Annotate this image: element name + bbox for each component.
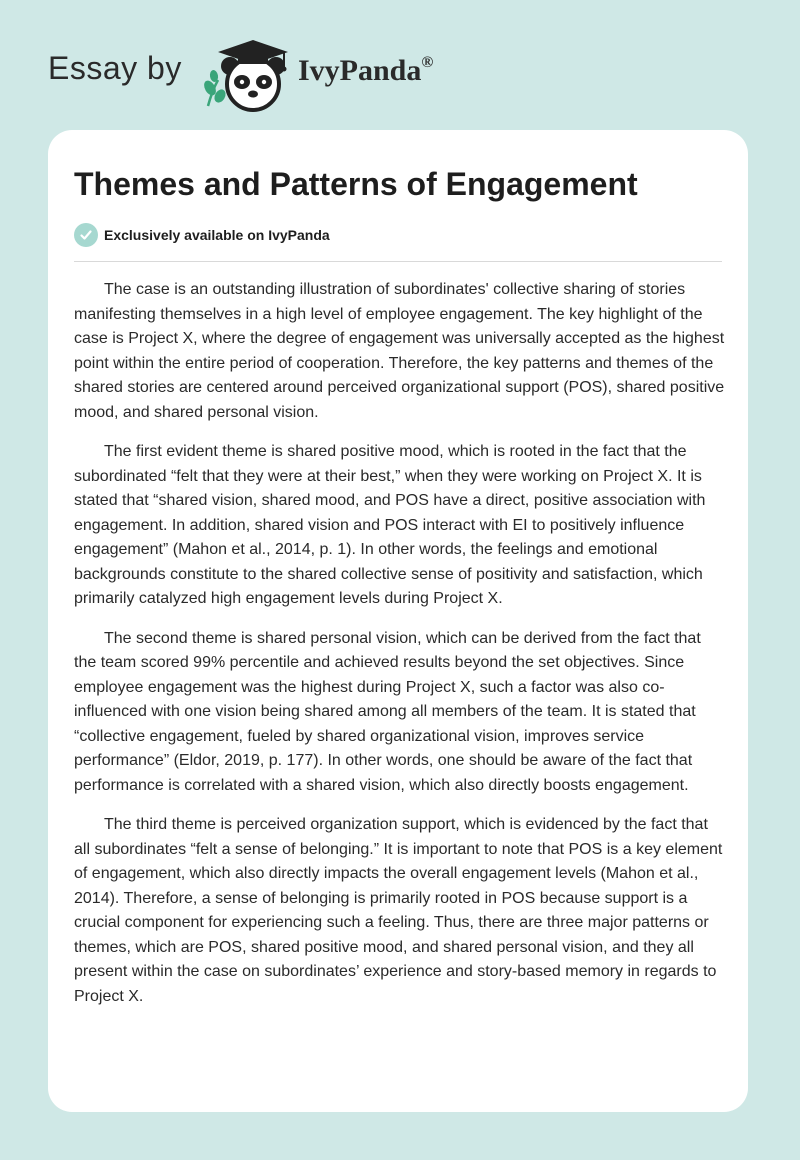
paragraph: The third theme is perceived organization support, which is evidenced by the fact that all subordinates “felt a sense of belonging.” It is important to note that POS is a key element of engagement, which also directly impacts the overall engagement levels (Mahon et al., 2014). Therefore, a sense of belonging is primarily rooted in POS because support is a crucial component for experiencing such a feeling. Thus, there are three major patterns or themes, which are POS, shared positive mood, and shared personal vision, and they all present within the case on subordinates’ experience and story-based memory in regards to Project X. [74,816,723,1005]
paragraph: The first evident theme is shared positive mood, which is rooted in the fact that the subordinated “felt that they were at their best,” when they were working on Project X. It is stated that “shared vision, shared mood, and POS have a direct, positive association with engagement. In addition, shared vision and POS interact with EI to positively influence engagement” (Mahon et al., 2014, p. 1). In other words, the feelings and emotional backgrounds constitute to the shared collective sense of positivity and satisfaction, which primarily catalyzed high engagement levels during Project X. [74,443,706,607]
check-icon [74,223,98,247]
ivypanda-logo-icon [198,36,294,112]
essay-by-label: Essay by [48,50,182,86]
divider [74,261,722,262]
brand-name[interactable]: IvyPanda® [298,54,434,87]
exclusive-badge-label: Exclusively available on IvyPanda [104,227,330,243]
paragraph: The second theme is shared personal vision, which can be derived from the fact that the team scored 99% percentile and achieved results beyond the set objectives. Since employee engagement was the highest during Project X, such a factor was also co-influenced with one vision being shared among all members of the team. It is stated that “collective engagement, fueled by shared organizational vision, improves service performance” (Eldor, 2019, p. 177). In other words, one should be aware of the fact that performance is correlated with a shared vision, which also directly boosts engagement. [74,629,701,794]
essay-body [74,278,726,1024]
essay-card [48,130,748,1112]
registered-mark: ® [421,54,434,71]
site-header [48,36,508,112]
exclusive-badge [74,222,330,248]
paragraph: The case is an outstanding illustration of subordinates' collective sharing of stories manifesting themselves in a high level of employee engagement. The key highlight of the case is Project X, where the degree of engagement was universally accepted as the highest point within the entire period of cooperation. Therefore, the key patterns and themes of the shared stories are centered around perceived organizational support (POS), shared positive mood, and shared personal vision. [74,281,725,421]
page-title: Themes and Patterns of Engagement [74,166,638,202]
